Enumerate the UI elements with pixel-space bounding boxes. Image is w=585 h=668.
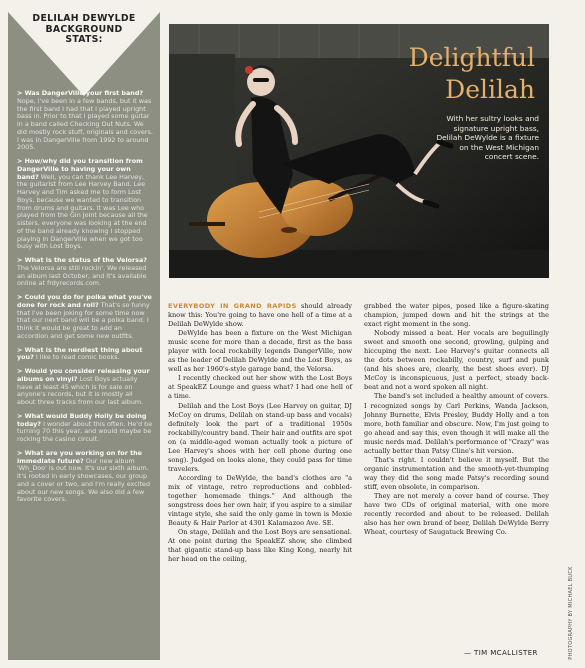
- article-paragraph: Nobody missed a beat. Her vocals are beguilingly sweet and smooth one second, growling, gulping and hiccuping the next. Lee Harvey's guitar connects all the dots between rockabilly, country, surf and punk (and his shoes are, clearly, the best shoes ever). DJ McCoy is inconspicuous, just a perfect, steady back-beat and not a word spoken all night.: [364, 329, 549, 392]
- qa-item: > Would you consider releasing your albums on vinyl? Lost Boys actually have at least 45 which is for sale on anyone's records, but it is mostly all about three tracks from our last album.: [17, 367, 150, 406]
- qa-item: > What would Buddy Holly be doing today? I wonder about this often. He'd be turning 70 this year, and would maybe be rocking the casino circuit.: [17, 411, 153, 443]
- qa-item: > What is the nerdiest thing about you? I like to read comic books.: [17, 345, 143, 362]
- sidebar-title: DELILAH DEWYLDE BACKGROUND STATS:: [32, 13, 136, 45]
- article-paragraph: That's right. I couldn't believe it myself. But the organic instrumentation and the smooth-yet-thumping way they did the song made Patsy's recording sound stiff, even obsolete, in comparison.: [364, 455, 549, 491]
- qa-item: > What is the status of the Velorsa? The Velorsa are still rockin'. We released an album last October, and it's available online at frdyrecords.com.: [17, 256, 148, 288]
- article-paragraph: On stage, Delilah and the Lost Boys are sensational. At one point during the SpeakEZ show, she climbed that gigantic stand-up bass like King Kong, nearly hit her head on the ceiling,: [168, 528, 352, 564]
- background-stats-sidebar: [8, 8, 160, 660]
- article-paragraph: They are not merely a cover band of course. They have two CDs of original material, with one more recently recorded and about to be released. Delilah also has her own brand of beer, Delilah DeWylde Berry Wheat, courtesy of Saugatuck Brewing Co.: [364, 491, 549, 537]
- article-column-2: [364, 302, 549, 537]
- qa-item: > Was DangerVille your first band? Nope, I've been in a few bands, but it was the first band I had that I played upright bass in. Prior to that I played some guitar in a band called Checking Out Nuts. We did mostly rock stuff, originals and covers. I was in DangerVille from 1992 to around 2005.: [17, 89, 153, 152]
- article-column-1: [168, 302, 352, 564]
- article-paragraph: The band's set included a healthy amount of covers. I recognized songs by Carl Perkins, Wanda Jackson, Johnny Burnette, Elvis Presley, Buddy Holly and a ton more, both familiar and obscure. Now, I'm just going to go ahead and say this, even though it will make all the music nerds mad. Delilah's performance of "Crazy" was actually better than Patsy Cline's hit version.: [364, 392, 549, 455]
- photo-caption: With her sultry looks and signature upright bass, Delilah DeWylde is a fixture on the West Michigan concert scene.: [436, 114, 539, 162]
- qa-list: [17, 90, 153, 510]
- qa-item: > How/why did you transition from DangerVille to having your own band? Well, you can thank Lee Harvey, the guitarist from Lee Harvey Band. Lee Harvey and Tim asked me to form Lost Boys, because we wanted to transition from drums and guitars. It was Lee who played from the Gin Joint because all the sisters, everyone was looking at the end of the band already knowing I stopped playing in DangerVille when we got too busy with Lost Boys.: [17, 157, 148, 251]
- author-byline: — TIM MCALLISTER: [464, 649, 538, 657]
- qa-item: > Could you do for polka what you've done for rock and roll? That's so funny that I've been joking for some time now that our next band will be a polka band. I think it would be great to add an accordion and get some new outfits.: [17, 293, 152, 340]
- qa-item: > What are you working on for the immediate future? Our new album 'Wh_Doo' is out now. It's our sixth album. It's rooted in early showcases, our group and a cover or two, and I'm really excited about our new songs. We also did a few favorite covers.: [17, 448, 150, 504]
- article-paragraph: According to DeWylde, the band's clothes are "a mix of vintage, retro reproductions and cobbled-together homemade things." And although the songstress does her own hair, if you aspire to a similar vintage style, she said the only game in town is Moxie Beauty & Hair Parlor at 4301 Kalamazoo Ave. SE.: [168, 473, 352, 528]
- article-paragraph: grabbed the water pipes, posed like a figure-skating champion, jumped down and hit the strings at the exact right moment in the song.: [364, 302, 549, 329]
- lead-paragraph: EVERYBODY IN GRAND RAPIDS should already know this: You're going to have one hell of a time at a Delilah DeWylde show.: [168, 302, 352, 329]
- article-paragraph: Delilah and the Lost Boys (Lee Harvey on guitar, DJ McCoy on drums, Delilah on stand-up bass and vocals) definitely look the part of a traditional 1950s rockabilly/country band. Their hair and outfits are spot on (a middle-aged woman actually took a picture of Lee Harvey's shoes with her cell phone during one song). Judged on looks alone, they could pass for time travelers.: [168, 401, 352, 473]
- feature-photo: [169, 24, 549, 278]
- headline: Delightful Delilah: [408, 43, 535, 104]
- kicker: EVERYBODY IN GRAND RAPIDS: [168, 302, 297, 310]
- article-paragraph: DeWylde has been a fixture on the West Michigan music scene for more than a decade, first as the bass player with local rockabilly legends DangerVille, now as the leader of Delilah DeWylde and the Lost Boys, as well as her 1960's-style garage band, the Velorsa.: [168, 329, 352, 374]
- photo-credit: PHOTOGRAPHY BY MICHAEL BUCK: [568, 565, 574, 660]
- article-paragraph: I recently checked out her show with the Lost Boys at SpeakEZ Lounge and guess what? I had one hell of a time.: [168, 374, 352, 401]
